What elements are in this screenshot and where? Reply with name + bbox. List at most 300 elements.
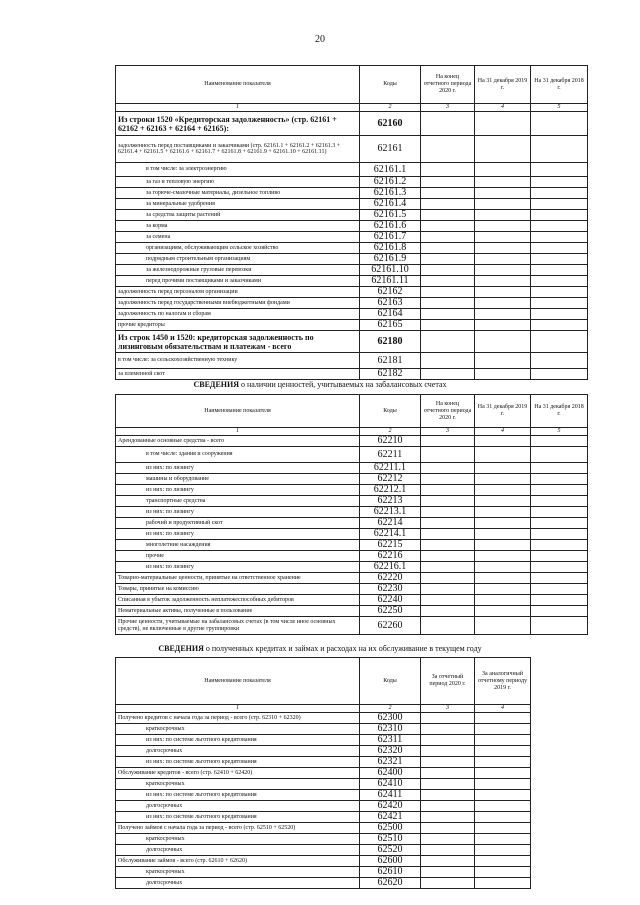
row-code: 62181 — [360, 353, 421, 369]
table-row — [116, 265, 588, 276]
payables-table — [115, 65, 588, 380]
row-code: 62230 — [360, 584, 421, 595]
section3-title — [0, 644, 640, 653]
value-cell — [475, 529, 531, 540]
value-cell — [421, 112, 475, 136]
row-name: долгосрочных — [116, 878, 360, 889]
table-row — [116, 485, 588, 496]
value-cell — [531, 353, 588, 369]
value-cell — [531, 112, 588, 136]
section2-title-rest: о наличии ценностей, учитываемых на забалансовых счетах — [239, 380, 447, 389]
table-row — [116, 529, 588, 540]
row-name: долгосрочных — [116, 746, 360, 757]
value-cell — [475, 112, 531, 136]
row-name: Товары, принятые на комиссию — [116, 584, 360, 595]
row-code: 62240 — [360, 595, 421, 606]
value-cell — [531, 507, 588, 518]
value-cell — [531, 584, 588, 595]
value-cell — [421, 878, 475, 889]
row-code: 62214 — [360, 518, 421, 529]
section2-title — [0, 380, 640, 389]
row-name: за корма — [116, 221, 360, 232]
row-name: долгосрочных — [116, 845, 360, 856]
row-code: 62164 — [360, 309, 421, 320]
row-name: краткосрочных — [116, 724, 360, 735]
row-name: Обслуживание займов - всего (стр. 62610 + 62620) — [116, 856, 360, 867]
value-cell — [475, 254, 531, 265]
value-cell — [475, 878, 531, 889]
value-cell — [531, 474, 588, 485]
row-code: 62161.7 — [360, 232, 421, 243]
table-row — [116, 834, 531, 845]
value-cell — [475, 243, 531, 254]
value-cell — [475, 856, 531, 867]
value-cell — [421, 265, 475, 276]
row-name: из них: по лизингу — [116, 562, 360, 573]
column-numbers-row — [116, 705, 531, 713]
row-name: задолженность перед поставщиками и заказчиками (стр. 62161.1 + 62161.2 + 62161.3 + 62161.4 + 62161.5 + 62161.6 + 62161.7 + 62161.8 + 62161.9 + 62161.10 + 62161.11) — [116, 136, 360, 163]
row-code: 62161 — [360, 136, 421, 163]
value-cell — [531, 177, 588, 188]
row-code: 62220 — [360, 573, 421, 584]
row-name: в том числе: за электроэнергию — [116, 163, 360, 177]
row-code: 62211.1 — [360, 463, 421, 474]
colnum: 2 — [360, 705, 421, 713]
table-row — [116, 496, 588, 507]
value-cell — [475, 595, 531, 606]
value-cell — [421, 369, 475, 380]
row-name: прочие кредиторы — [116, 320, 360, 331]
row-name: за газ и тепловую энергию — [116, 177, 360, 188]
row-code: 62161.4 — [360, 199, 421, 210]
value-cell — [421, 573, 475, 584]
table-row — [116, 463, 588, 474]
value-cell — [421, 188, 475, 199]
row-code: 62161.5 — [360, 210, 421, 221]
row-name: прочие — [116, 551, 360, 562]
value-cell — [475, 801, 531, 812]
row-name: за горюче-смазочные материалы, дизельное топливо — [116, 188, 360, 199]
value-cell — [531, 562, 588, 573]
value-cell — [475, 485, 531, 496]
table-row — [116, 856, 531, 867]
table-row — [116, 779, 531, 790]
row-name: краткосрочных — [116, 834, 360, 845]
row-name: Прочие ценности, учитываемые на забалансовых счетах (в том числе иное основных средств), не включенные в другие группировки — [116, 617, 360, 635]
row-name: краткосрочных — [116, 779, 360, 790]
row-code: 62214.1 — [360, 529, 421, 540]
value-cell — [475, 369, 531, 380]
row-name: перед прочими поставщиками и заказчиками — [116, 276, 360, 287]
value-cell — [531, 369, 588, 380]
value-cell — [421, 474, 475, 485]
header-row — [116, 66, 588, 104]
value-cell — [421, 447, 475, 463]
row-name: из них: по лизингу — [116, 529, 360, 540]
value-cell — [531, 617, 588, 635]
value-cell — [475, 551, 531, 562]
colnum: 1 — [116, 104, 360, 112]
header-name: Наименование показателя — [116, 395, 360, 428]
value-cell — [421, 845, 475, 856]
colnum: 3 — [421, 104, 475, 112]
value-cell — [531, 276, 588, 287]
value-cell — [531, 551, 588, 562]
row-code: 62213.1 — [360, 507, 421, 518]
table-row — [116, 790, 531, 801]
value-cell — [475, 436, 531, 447]
row-code: 62400 — [360, 768, 421, 779]
value-cell — [421, 298, 475, 309]
offbalance-table — [115, 394, 588, 635]
row-name: рабочий и продуктивный скот — [116, 518, 360, 529]
value-cell — [421, 779, 475, 790]
value-cell — [475, 177, 531, 188]
table-row — [116, 163, 588, 177]
value-cell — [421, 867, 475, 878]
row-name: многолетние насаждения — [116, 540, 360, 551]
value-cell — [421, 221, 475, 232]
row-code: 62600 — [360, 856, 421, 867]
table-row — [116, 221, 588, 232]
row-name: из них: по лизингу — [116, 485, 360, 496]
table-row — [116, 867, 531, 878]
header-name: Наименование показателя — [116, 66, 360, 104]
row-code: 62421 — [360, 812, 421, 823]
value-cell — [421, 436, 475, 447]
value-cell — [421, 177, 475, 188]
row-code: 62213 — [360, 496, 421, 507]
table-row — [116, 724, 531, 735]
value-cell — [421, 507, 475, 518]
table-row — [116, 188, 588, 199]
table-row — [116, 276, 588, 287]
value-cell — [421, 790, 475, 801]
row-name: Из строк 1450 и 1520: кредиторская задолженность по лизинговым обязательствам и платежам - всего — [116, 331, 360, 353]
table-row — [116, 584, 588, 595]
column-numbers-row — [116, 428, 588, 436]
table-row — [116, 287, 588, 298]
value-cell — [475, 210, 531, 221]
table-row — [116, 309, 588, 320]
row-name: машины и оборудование — [116, 474, 360, 485]
row-name: Арендованные основные средства - всего — [116, 436, 360, 447]
value-cell — [475, 163, 531, 177]
value-cell — [475, 265, 531, 276]
row-code: 62260 — [360, 617, 421, 635]
value-cell — [421, 199, 475, 210]
row-name: из них: по системе льготного кредитования — [116, 757, 360, 768]
row-code: 62311 — [360, 735, 421, 746]
table-row — [116, 562, 588, 573]
table-row — [116, 447, 588, 463]
value-cell — [475, 606, 531, 617]
row-name: из них: по системе льготного кредитования — [116, 812, 360, 823]
value-cell — [531, 540, 588, 551]
row-name: задолженность перед персоналом организации — [116, 287, 360, 298]
row-name: из них: по системе льготного кредитования — [116, 735, 360, 746]
row-name: в том числе: здания и сооружения — [116, 447, 360, 463]
value-cell — [421, 724, 475, 735]
table-row — [116, 331, 588, 353]
table-row — [116, 606, 588, 617]
row-code: 62216 — [360, 551, 421, 562]
table-row — [116, 199, 588, 210]
colnum: 4 — [475, 705, 531, 713]
row-name: задолженность по налогам и сборам — [116, 309, 360, 320]
value-cell — [475, 331, 531, 353]
value-cell — [531, 331, 588, 353]
value-cell — [421, 801, 475, 812]
value-cell — [531, 163, 588, 177]
value-cell — [531, 518, 588, 529]
value-cell — [475, 584, 531, 595]
row-code: 62160 — [360, 112, 421, 136]
header-2019: На 31 декабря 2019 г. — [475, 395, 531, 428]
row-name: за семена — [116, 232, 360, 243]
value-cell — [421, 331, 475, 353]
row-name: за племенной скот — [116, 369, 360, 380]
value-cell — [531, 309, 588, 320]
table-row — [116, 878, 531, 889]
value-cell — [421, 518, 475, 529]
table-row — [116, 112, 588, 136]
value-cell — [531, 199, 588, 210]
table-row — [116, 474, 588, 485]
table-row — [116, 573, 588, 584]
header-2019: На 31 декабря 2019 г. — [475, 66, 531, 104]
value-cell — [531, 447, 588, 463]
value-cell — [475, 713, 531, 724]
value-cell — [531, 573, 588, 584]
row-name: из них: по системе льготного кредитования — [116, 790, 360, 801]
value-cell — [531, 243, 588, 254]
table-row — [116, 254, 588, 265]
value-cell — [475, 276, 531, 287]
value-cell — [421, 210, 475, 221]
row-name: задолженность перед государственными внебюджетными фондами — [116, 298, 360, 309]
value-cell — [421, 562, 475, 573]
value-cell — [421, 353, 475, 369]
section3-title-rest: о полученных кредитах и займах и расходах на их обслуживание в текущем году — [203, 644, 482, 653]
row-name: организациям, обслуживающим сельское хозяйство — [116, 243, 360, 254]
table-row — [116, 507, 588, 518]
table-row — [116, 713, 531, 724]
value-cell — [531, 188, 588, 199]
colnum: 5 — [531, 428, 588, 436]
value-cell — [421, 485, 475, 496]
value-cell — [475, 518, 531, 529]
header-code: Коды — [360, 395, 421, 428]
row-code: 62510 — [360, 834, 421, 845]
value-cell — [531, 232, 588, 243]
colnum: 4 — [475, 104, 531, 112]
header-name: Наименование показателя — [116, 658, 360, 705]
row-name: за минеральные удобрения — [116, 199, 360, 210]
row-code: 62215 — [360, 540, 421, 551]
row-code: 62161.6 — [360, 221, 421, 232]
row-name: из них: по лизингу — [116, 463, 360, 474]
value-cell — [421, 584, 475, 595]
header-code: Коды — [360, 658, 421, 705]
header-2018: На 31 декабря 2018 г. — [531, 66, 588, 104]
value-cell — [421, 243, 475, 254]
value-cell — [421, 287, 475, 298]
value-cell — [475, 735, 531, 746]
table-row — [116, 845, 531, 856]
row-code: 62216.1 — [360, 562, 421, 573]
table-row — [116, 232, 588, 243]
row-name: Получено кредитов с начала года за период - всего (стр. 62310 + 62320) — [116, 713, 360, 724]
row-code: 62161.8 — [360, 243, 421, 254]
row-code: 62212 — [360, 474, 421, 485]
value-cell — [421, 735, 475, 746]
colnum: 3 — [421, 428, 475, 436]
row-name: транспортные средства — [116, 496, 360, 507]
value-cell — [421, 320, 475, 331]
row-name: Нематериальные активы, полученные в пользование — [116, 606, 360, 617]
value-cell — [475, 812, 531, 823]
value-cell — [421, 529, 475, 540]
value-cell — [421, 757, 475, 768]
row-name: из них: по лизингу — [116, 507, 360, 518]
value-cell — [421, 163, 475, 177]
value-cell — [475, 746, 531, 757]
row-code: 62161.9 — [360, 254, 421, 265]
value-cell — [475, 757, 531, 768]
column-numbers-row — [116, 104, 588, 112]
value-cell — [421, 606, 475, 617]
row-code: 62211 — [360, 447, 421, 463]
value-cell — [531, 485, 588, 496]
value-cell — [475, 320, 531, 331]
value-cell — [475, 199, 531, 210]
row-name: подрядным строительным организациям — [116, 254, 360, 265]
row-code: 62161.1 — [360, 163, 421, 177]
row-code: 62411 — [360, 790, 421, 801]
colnum: 4 — [475, 428, 531, 436]
table-row — [116, 768, 531, 779]
row-name: долгосрочных — [116, 801, 360, 812]
header-code: Коды — [360, 66, 421, 104]
row-code: 62182 — [360, 369, 421, 380]
row-name: Из строки 1520 «Кредиторская задолженность» (стр. 62161 + 62162 + 62163 + 62164 + 62165): — [116, 112, 360, 136]
value-cell — [475, 136, 531, 163]
value-cell — [531, 320, 588, 331]
value-cell — [531, 210, 588, 221]
row-code: 62162 — [360, 287, 421, 298]
header-row — [116, 395, 588, 428]
value-cell — [475, 779, 531, 790]
value-cell — [421, 768, 475, 779]
value-cell — [475, 724, 531, 735]
value-cell — [475, 540, 531, 551]
value-cell — [531, 595, 588, 606]
page-number: 20 — [315, 34, 325, 45]
value-cell — [421, 551, 475, 562]
row-code: 62610 — [360, 867, 421, 878]
row-code: 62310 — [360, 724, 421, 735]
colnum: 2 — [360, 104, 421, 112]
row-name: Товарно-материальные ценности, принятые на ответственное хранение — [116, 573, 360, 584]
row-code: 62161.10 — [360, 265, 421, 276]
header-row — [116, 658, 531, 705]
value-cell — [421, 856, 475, 867]
row-name: за железнодорожные грузовые перевозки — [116, 265, 360, 276]
value-cell — [531, 265, 588, 276]
value-cell — [475, 823, 531, 834]
table-row — [116, 551, 588, 562]
section2-title-bold: СВЕДЕНИЯ — [193, 380, 239, 389]
value-cell — [531, 463, 588, 474]
row-code: 62410 — [360, 779, 421, 790]
value-cell — [531, 287, 588, 298]
header-period-2019: За аналогичный отчетному периоду 2019 г. — [475, 658, 531, 705]
row-code: 62500 — [360, 823, 421, 834]
row-code: 62520 — [360, 845, 421, 856]
table-row — [116, 369, 588, 380]
value-cell — [421, 823, 475, 834]
row-name: за средства защиты растений — [116, 210, 360, 221]
value-cell — [475, 188, 531, 199]
colnum: 3 — [421, 705, 475, 713]
row-name: Получено займов с начала года за период - всего (стр. 62510 + 62520) — [116, 823, 360, 834]
table-row — [116, 177, 588, 188]
row-name: Обслуживание кредитов - всего (стр. 62410 + 62420) — [116, 768, 360, 779]
table-row — [116, 617, 588, 635]
row-code: 62420 — [360, 801, 421, 812]
table-row — [116, 353, 588, 369]
value-cell — [475, 768, 531, 779]
value-cell — [421, 540, 475, 551]
table-row — [116, 436, 588, 447]
value-cell — [531, 606, 588, 617]
table-row — [116, 243, 588, 254]
row-code: 62620 — [360, 878, 421, 889]
table-row — [116, 298, 588, 309]
value-cell — [421, 713, 475, 724]
value-cell — [475, 562, 531, 573]
table-row — [116, 518, 588, 529]
row-code: 62165 — [360, 320, 421, 331]
value-cell — [421, 617, 475, 635]
value-cell — [475, 617, 531, 635]
value-cell — [421, 254, 475, 265]
table-row — [116, 757, 531, 768]
value-cell — [531, 136, 588, 163]
row-code: 62300 — [360, 713, 421, 724]
colnum: 1 — [116, 705, 360, 713]
table-row — [116, 801, 531, 812]
row-name: Списанная в убыток задолженность неплатежеспособных дебиторов — [116, 595, 360, 606]
section3-title-bold: СВЕДЕНИЯ — [158, 644, 204, 653]
row-name: в том числе: за сельскохозяйственную технику — [116, 353, 360, 369]
value-cell — [475, 496, 531, 507]
value-cell — [531, 254, 588, 265]
value-cell — [475, 309, 531, 320]
table-row — [116, 823, 531, 834]
table-row — [116, 735, 531, 746]
row-code: 62320 — [360, 746, 421, 757]
row-code: 62210 — [360, 436, 421, 447]
table-row — [116, 210, 588, 221]
value-cell — [475, 232, 531, 243]
value-cell — [421, 812, 475, 823]
value-cell — [531, 529, 588, 540]
value-cell — [421, 496, 475, 507]
value-cell — [531, 298, 588, 309]
value-cell — [531, 221, 588, 232]
